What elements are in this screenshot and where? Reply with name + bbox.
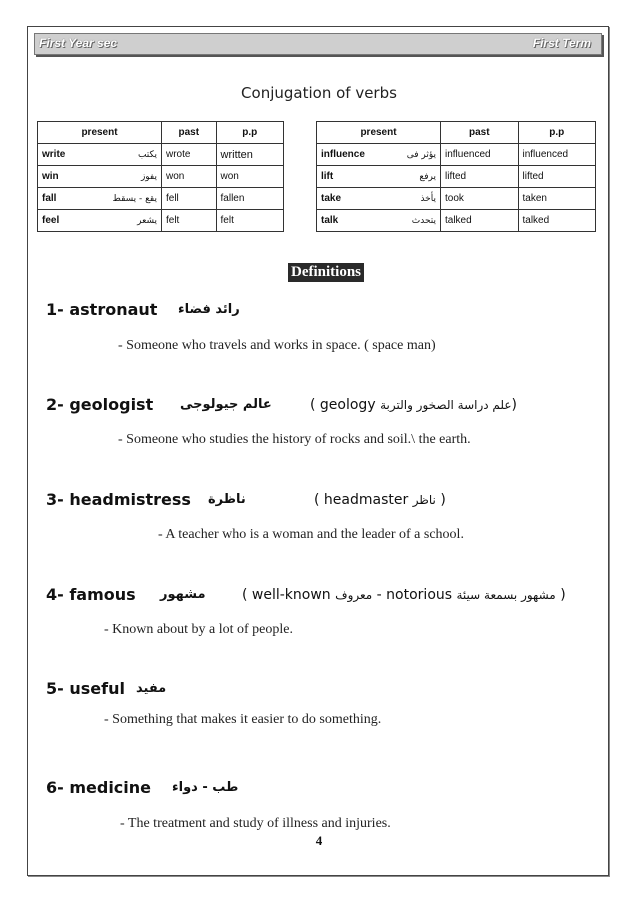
cell-arabic: يشعر	[101, 210, 162, 232]
cell-past: took	[441, 188, 519, 210]
note-notorious-arabic: مشهور بسمعة سيئة	[456, 588, 556, 602]
definition-medicine: - The treatment and study of illness and injuries.	[120, 816, 391, 831]
verbs-table-left	[37, 121, 284, 232]
header-bar	[34, 33, 602, 55]
arabic-famous: مشهور	[160, 587, 206, 602]
definition-astronaut: - Someone who travels and works in space. ( space man)	[118, 338, 436, 353]
table-row	[38, 166, 284, 188]
term-medicine: 6- medicine	[46, 778, 152, 797]
cell-arabic: يفوز	[101, 166, 162, 188]
cell-pp: influenced	[518, 144, 596, 166]
cell-arabic: يأخذ	[380, 188, 441, 210]
page-number: 4	[315, 833, 323, 848]
cell-pp: talked	[518, 210, 596, 232]
note-headmistress	[314, 492, 446, 508]
table-header-row	[317, 122, 596, 144]
cell-past: felt	[162, 210, 217, 232]
cell-present: lift	[317, 166, 381, 188]
cell-arabic: يرفع	[380, 166, 441, 188]
cell-past: lifted	[441, 166, 519, 188]
verbs-table-right	[316, 121, 596, 232]
cell-arabic: يقع - يسقط	[101, 188, 162, 210]
definition-geologist: - Someone who studies the history of rocks and soil.\ the earth.	[118, 432, 471, 447]
cell-present: influence	[317, 144, 381, 166]
cell-present: write	[38, 144, 102, 166]
arabic-headmistress: ناظرة	[208, 492, 246, 507]
cell-arabic: يكتب	[101, 144, 162, 166]
header-term: First Term	[532, 36, 591, 50]
cell-past: won	[162, 166, 217, 188]
cell-present: talk	[317, 210, 381, 232]
note-notorious: - notorious	[376, 587, 453, 603]
cell-pp: felt	[216, 210, 283, 232]
note-english: ( headmaster	[314, 492, 409, 508]
cell-pp: fallen	[216, 188, 283, 210]
table-header-row	[38, 122, 284, 144]
note-arabic: علم دراسة الصخور والتربة	[380, 398, 512, 412]
term-geologist: 2- geologist	[46, 395, 154, 414]
cell-arabic: يتحدث	[380, 210, 441, 232]
cell-past: fell	[162, 188, 217, 210]
term-headmistress: 3- headmistress	[46, 490, 191, 509]
arabic-geologist: عالم جيولوجى	[180, 397, 272, 412]
table-row	[38, 188, 284, 210]
table-row	[317, 188, 596, 210]
note-geologist	[310, 397, 517, 413]
table-row	[317, 166, 596, 188]
table-row	[38, 210, 284, 232]
note-close: )	[511, 397, 517, 413]
note-english: ( geology	[310, 397, 376, 413]
header-present: present	[38, 122, 162, 144]
table-row	[317, 210, 596, 232]
note-arabic: ناظر	[412, 493, 436, 507]
definition-useful: - Something that makes it easier to do something.	[104, 712, 382, 727]
header-pp: p.p	[216, 122, 283, 144]
cell-pp: taken	[518, 188, 596, 210]
header-year: First Year sec	[39, 36, 118, 50]
cell-pp: won	[216, 166, 283, 188]
cell-present: fall	[38, 188, 102, 210]
arabic-useful: مفيد	[136, 681, 167, 696]
note-english: ( well-known	[242, 587, 331, 603]
definition-famous: - Known about by a lot of people.	[104, 622, 293, 637]
term-astronaut: 1- astronaut	[46, 300, 158, 319]
page-title: Conjugation of verbs	[241, 84, 397, 102]
table-row	[38, 144, 284, 166]
arabic-astronaut: رائد فضاء	[178, 302, 240, 317]
term-useful: 5- useful	[46, 679, 125, 698]
note-arabic: معروف	[335, 588, 373, 602]
cell-pp: written	[216, 144, 283, 166]
header-past: past	[162, 122, 217, 144]
table-row	[317, 144, 596, 166]
arabic-medicine: طب - دواء	[172, 780, 239, 795]
note-close: )	[440, 492, 446, 508]
note-close: )	[560, 587, 566, 603]
header-past: past	[441, 122, 519, 144]
cell-present: take	[317, 188, 381, 210]
cell-past: wrote	[162, 144, 217, 166]
header-present: present	[317, 122, 441, 144]
cell-past: influenced	[441, 144, 519, 166]
cell-past: talked	[441, 210, 519, 232]
note-famous	[242, 587, 566, 603]
header-pp: p.p	[518, 122, 596, 144]
cell-pp: lifted	[518, 166, 596, 188]
definition-headmistress: - A teacher who is a woman and the leader of a school.	[158, 527, 464, 542]
definitions-heading: Definitions	[288, 263, 364, 282]
cell-present: feel	[38, 210, 102, 232]
cell-present: win	[38, 166, 102, 188]
term-famous: 4- famous	[46, 585, 136, 604]
cell-arabic: يؤثر فى	[380, 144, 441, 166]
